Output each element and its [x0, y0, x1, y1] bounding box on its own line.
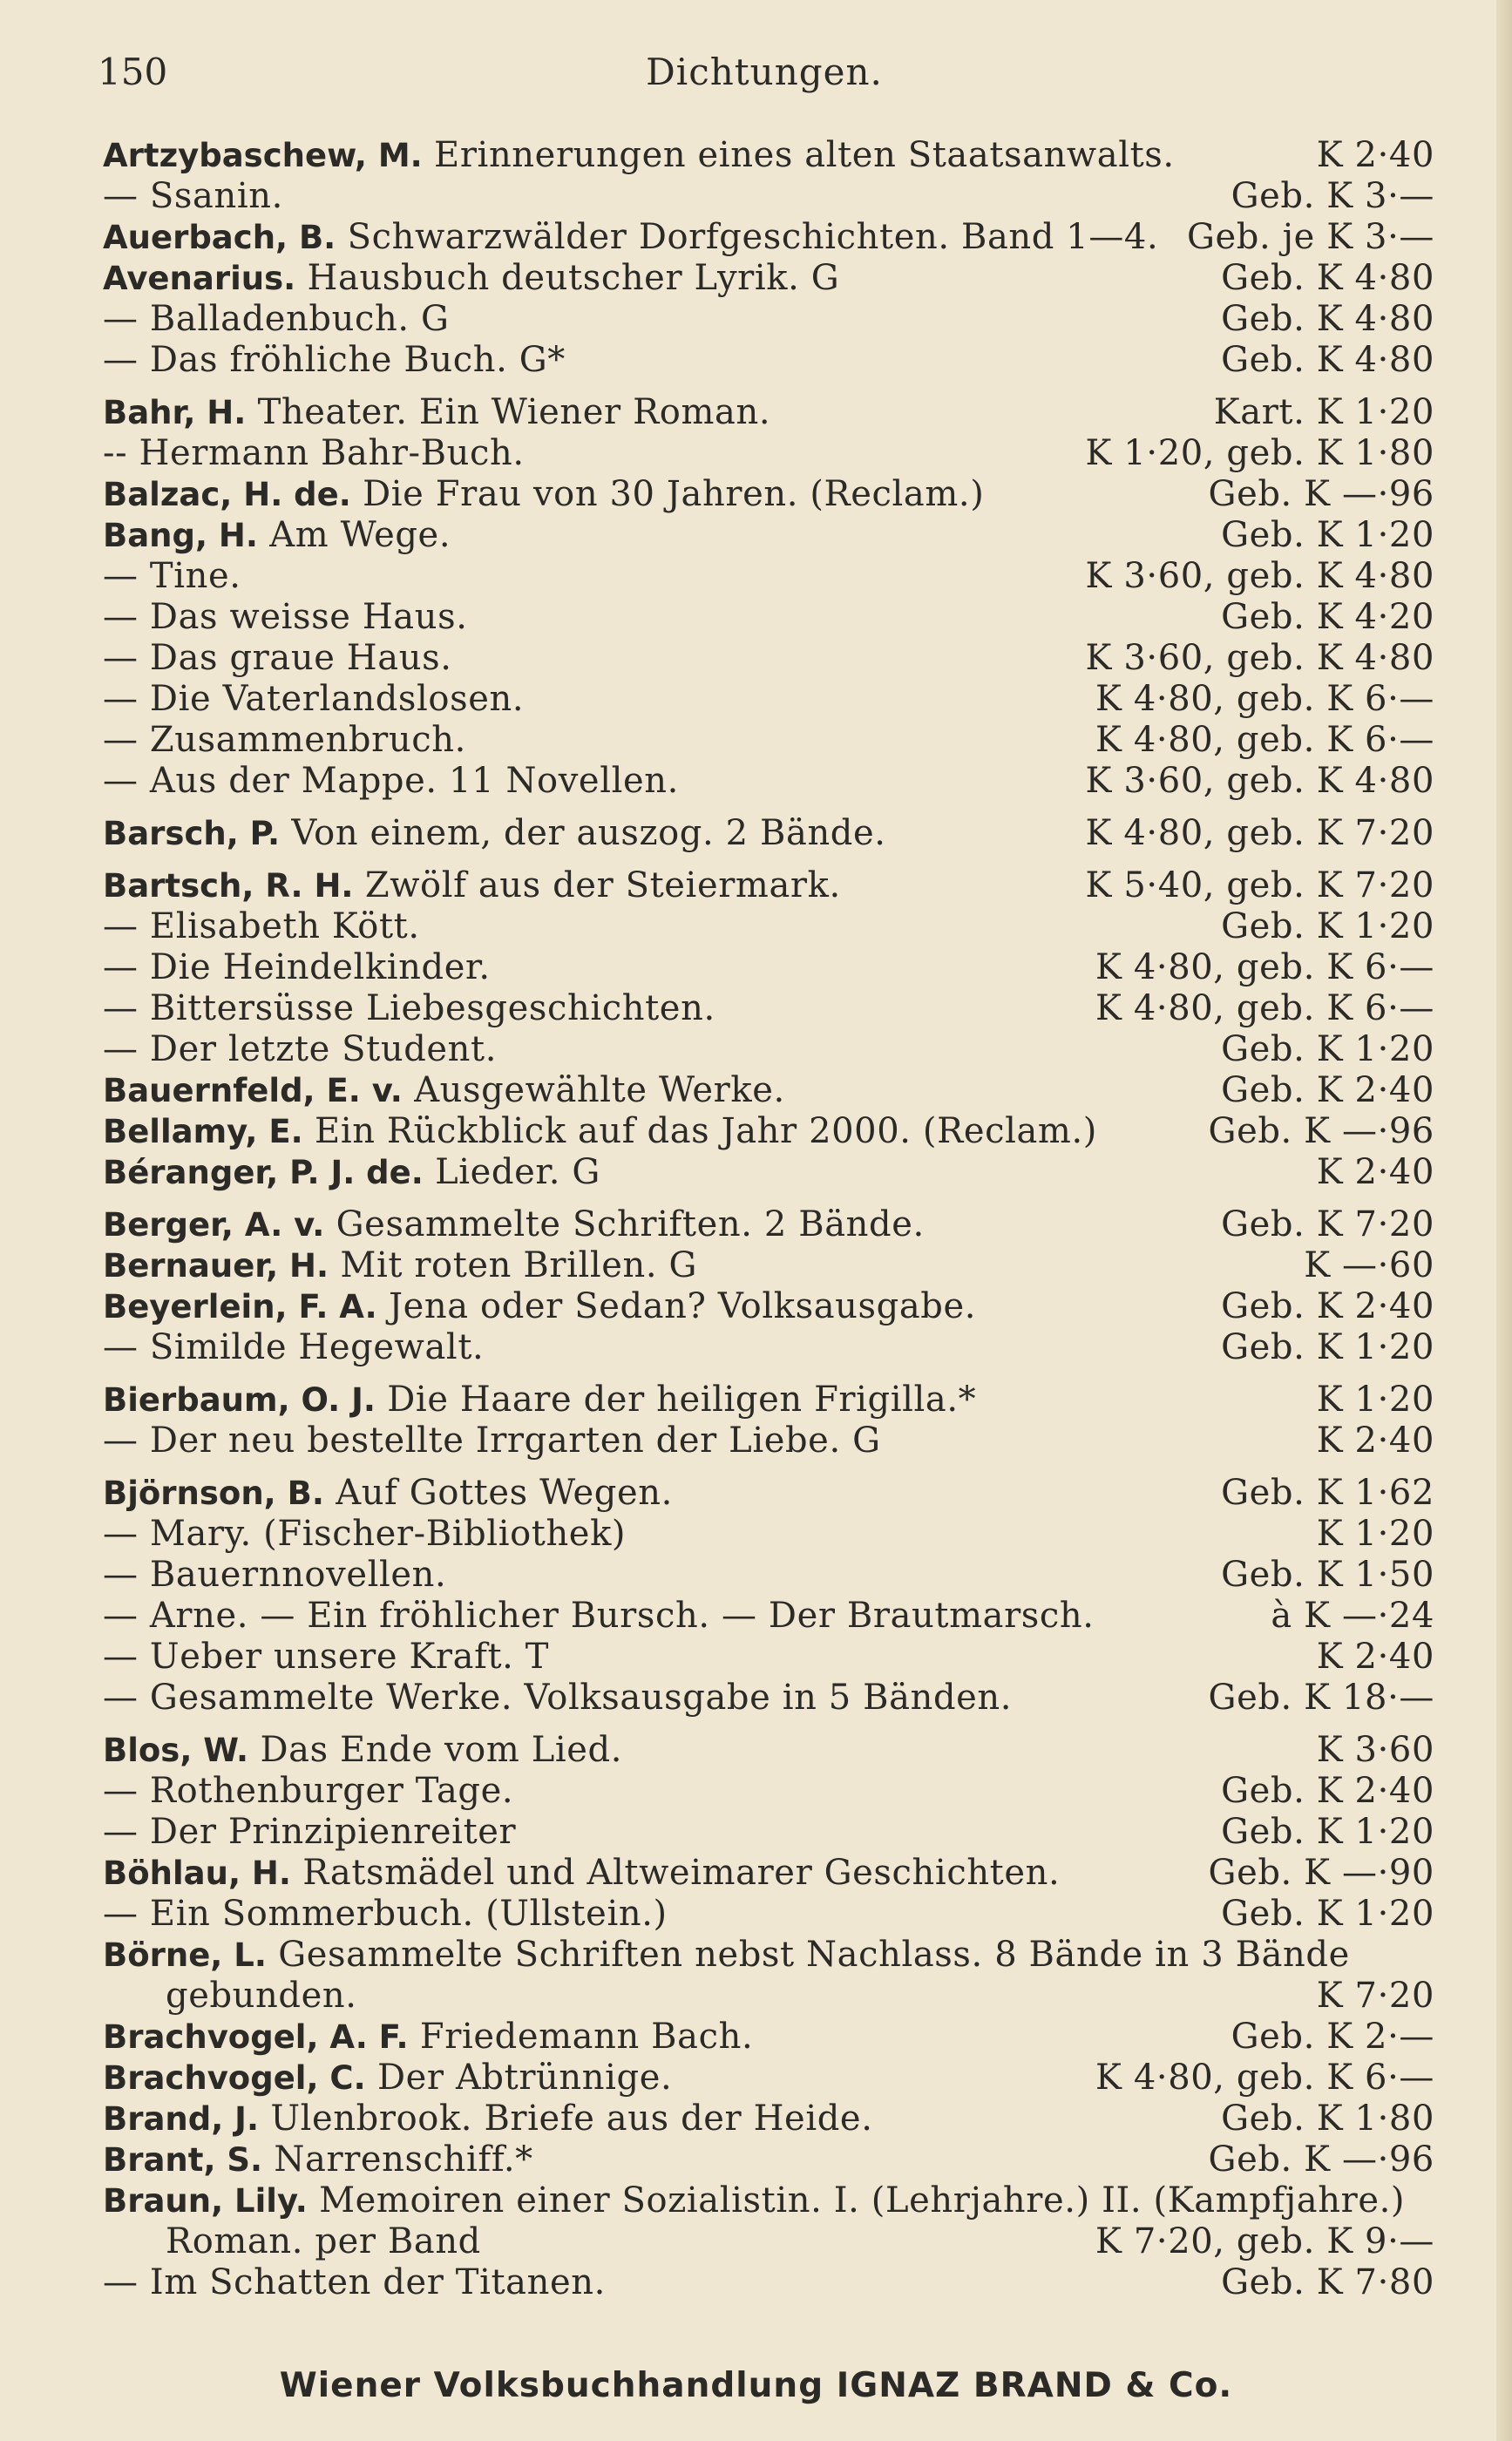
entry-title: Ausgewählte Werke.	[414, 1070, 785, 1110]
entry-author: Berger, A. v.	[103, 1206, 325, 1244]
catalog-entry	[103, 1029, 1434, 1070]
entry-price: K 7·20	[1316, 1976, 1434, 2016]
entry-title: Jena oder Sedan? Volksausgabe.	[388, 1286, 977, 1326]
entry-description	[103, 1853, 1060, 1894]
entry-description	[103, 906, 420, 947]
entry-author: Artzybaschew, M.	[103, 137, 423, 174]
entry-price: Geb. K 1·20	[1221, 1812, 1434, 1852]
running-title: Dichtungen.	[646, 51, 883, 93]
catalog-entry	[103, 813, 1434, 854]
entry-price: Geb. K 4·80	[1221, 258, 1434, 298]
entry-price: K 2·40	[1316, 1637, 1434, 1677]
entry-price: Geb. K 2·—	[1231, 2017, 1434, 2057]
catalog-entry	[103, 556, 1434, 597]
catalog-entry	[103, 865, 1434, 906]
entry-price: K 4·80, geb. K 6·—	[1095, 947, 1434, 987]
entry-description	[103, 1976, 357, 2017]
entry-price: Geb. je K 3·—	[1186, 217, 1434, 257]
entry-price: Geb. K 3·—	[1231, 176, 1434, 216]
entry-title: Ein Rückblick auf das Jahr 2000. (Reclam.)	[315, 1111, 1097, 1151]
entry-description	[103, 1473, 673, 1514]
catalog-entry	[103, 1204, 1434, 1245]
catalog-entry	[103, 392, 1434, 433]
entry-description	[103, 2017, 753, 2058]
entry-title: — Der Prinzipienreiter	[103, 1812, 517, 1852]
catalog-entry	[103, 1421, 1434, 1461]
catalog-entry	[103, 258, 1434, 299]
entry-title: — Rothenburger Tage.	[103, 1771, 514, 1811]
entry-description	[103, 1894, 668, 1935]
catalog-entry	[103, 988, 1434, 1029]
entry-description	[103, 1678, 1012, 1719]
catalog-entry	[103, 1380, 1434, 1421]
entry-author: Balzac, H. de.	[103, 476, 351, 513]
entry-author: Bahr, H.	[103, 394, 247, 431]
entry-description	[103, 2262, 606, 2303]
catalog-entry	[103, 217, 1434, 258]
entry-price: K 3·60, geb. K 4·80	[1085, 638, 1434, 678]
entry-title: — Aus der Mappe. 11 Novellen.	[103, 761, 679, 801]
catalog-entry	[103, 176, 1434, 217]
entry-title: Ratsmädel und Altweimarer Geschichten.	[302, 1853, 1061, 1893]
entry-price: K 1·20, geb. K 1·80	[1085, 433, 1434, 473]
catalog-entry	[103, 2099, 1434, 2139]
catalog-entry	[103, 1286, 1434, 1327]
entry-price: K 4·80, geb. K 6·—	[1095, 2058, 1434, 2098]
entry-price: Geb. K 1·62	[1221, 1473, 1434, 1513]
catalog-entry	[103, 340, 1434, 381]
entry-price: K 7·20, geb. K 9·—	[1095, 2221, 1434, 2261]
entry-description	[103, 597, 468, 638]
entry-description	[103, 2099, 873, 2139]
entry-description	[103, 1514, 626, 1555]
entry-title: Zwölf aus der Steiermark.	[364, 865, 841, 905]
entry-title: Der Abtrünnige.	[376, 2058, 673, 2098]
entry-title: Hausbuch deutscher Lyrik. G	[307, 258, 840, 298]
entry-description	[103, 1935, 1350, 1976]
entry-title: Narrenschiff.*	[274, 2139, 533, 2180]
catalog-entry	[103, 679, 1434, 720]
entry-title: — Mary. (Fischer-Bibliothek)	[103, 1514, 627, 1554]
entry-title: — Die Heindelkinder.	[103, 947, 491, 987]
catalog-entry	[103, 1812, 1434, 1853]
entry-price: K 2·40	[1316, 1421, 1434, 1461]
entry-title: Auf Gottes Wegen.	[336, 1473, 673, 1513]
catalog-entry	[103, 2262, 1434, 2303]
entry-description	[103, 515, 451, 556]
entry-price: K 4·80, geb. K 6·—	[1095, 720, 1434, 760]
catalog-entry	[103, 1730, 1434, 1771]
catalog-entry	[103, 515, 1434, 556]
entry-description	[103, 1730, 622, 1771]
entry-price: Geb. K 1·20	[1221, 1327, 1434, 1367]
catalog-entry	[103, 1514, 1434, 1555]
catalog-entry	[103, 474, 1434, 515]
entry-author: Bellamy, E.	[103, 1113, 303, 1150]
catalog-entry	[103, 135, 1434, 176]
entry-price: Geb. K 18·—	[1208, 1678, 1434, 1718]
entry-title: Lieder. G	[435, 1152, 600, 1192]
entry-title: Theater. Ein Wiener Roman.	[257, 392, 771, 432]
entry-description	[103, 1070, 785, 1111]
entry-price: Geb. K —·90	[1208, 1853, 1434, 1893]
entry-description	[103, 1286, 976, 1327]
entry-title: — Bauernnovellen.	[103, 1555, 447, 1595]
entry-title: Am Wege.	[269, 515, 451, 555]
entry-title: -- Hermann Bahr-Buch.	[103, 433, 525, 473]
entry-price: Geb. K 2·40	[1221, 1286, 1434, 1326]
entry-description	[103, 761, 679, 802]
entry-description	[103, 556, 241, 597]
entry-title: — Similde Hegewalt.	[103, 1327, 485, 1367]
entry-title: — Ssanin.	[103, 176, 283, 216]
entry-title: Mit roten Brillen. G	[340, 1245, 698, 1285]
entry-description	[103, 2180, 1405, 2221]
entry-description	[103, 1327, 484, 1368]
entry-price: Geb. K —·96	[1208, 474, 1434, 514]
entry-author: Bartsch, R. H.	[103, 867, 354, 905]
catalog-entry	[103, 433, 1434, 474]
entry-description	[103, 813, 886, 854]
entry-author: Böhlau, H.	[103, 1854, 291, 1892]
entry-price: K 4·80, geb. K 6·—	[1095, 679, 1434, 719]
entry-title: Friedemann Bach.	[419, 2017, 754, 2057]
publisher-footer: Wiener Volksbuchhandlung IGNAZ BRAND & Co.	[279, 2366, 1233, 2405]
entry-price: Geb. K 1·80	[1221, 2099, 1434, 2139]
entry-price: K 2·40	[1316, 1152, 1434, 1192]
catalog-entry	[103, 2058, 1434, 2099]
catalog-entry	[103, 1894, 1434, 1935]
entry-price: Kart. K 1·20	[1213, 392, 1434, 432]
entry-description	[103, 638, 452, 679]
entry-description	[103, 1637, 549, 1678]
catalog-entry	[103, 1637, 1434, 1678]
catalog-entry	[103, 1245, 1434, 1286]
entry-author: Björnson, B.	[103, 1475, 324, 1512]
entry-title: — Der letzte Student.	[103, 1029, 498, 1069]
entry-title: — Balladenbuch. G	[103, 299, 450, 339]
entry-price: Geb. K 1·20	[1221, 515, 1434, 555]
entry-title: Roman. per Band	[166, 2221, 481, 2261]
entry-title: Memoiren einer Sozialistin. I. (Lehrjahre.) II. (Kampfjahre.)	[319, 2180, 1406, 2221]
entry-price: K 3·60, geb. K 4·80	[1085, 556, 1434, 596]
entry-description	[103, 474, 984, 515]
catalog-entry	[103, 906, 1434, 947]
entry-price: K 3·60, geb. K 4·80	[1085, 761, 1434, 801]
entry-title: — Gesammelte Werke. Volksausgabe in 5 Bänden.	[103, 1678, 1013, 1718]
catalog-entry	[103, 2017, 1434, 2058]
entry-title: — Das weisse Haus.	[103, 597, 468, 637]
catalog-entry	[103, 1111, 1434, 1152]
entry-title: — Die Vaterlandslosen.	[103, 679, 525, 719]
entry-description	[103, 1421, 881, 1461]
entry-description	[103, 679, 524, 720]
entry-title: — Das fröhliche Buch. G*	[103, 340, 566, 380]
page-header	[98, 51, 1431, 103]
entry-title: Ulenbrook. Briefe aus der Heide.	[270, 2099, 873, 2139]
entry-price: Geb. K 1·20	[1221, 1029, 1434, 1069]
entry-price: K —·60	[1304, 1245, 1434, 1285]
entry-title: — Zusammenbruch.	[103, 720, 466, 760]
entry-description	[103, 1812, 516, 1853]
catalog-entry	[103, 638, 1434, 679]
entry-author: Bang, H.	[103, 517, 258, 554]
entry-author: Bernauer, H.	[103, 1247, 329, 1285]
entry-title: — Das graue Haus.	[103, 638, 452, 678]
entry-title: — Ueber unsere Kraft. T	[103, 1637, 550, 1677]
entry-title: Erinnerungen eines alten Staatsanwalts.	[434, 135, 1175, 175]
entry-author: Avenarius.	[103, 260, 296, 297]
entry-price: Geb. K 4·80	[1221, 299, 1434, 339]
entry-price: Geb. K 2·40	[1221, 1771, 1434, 1811]
entry-description	[103, 392, 770, 433]
entry-price: K 4·80, geb. K 6·—	[1095, 988, 1434, 1028]
entry-title: — Elisabeth Kött.	[103, 906, 420, 946]
entry-price: K 1·20	[1316, 1514, 1434, 1554]
entry-author: Brand, J.	[103, 2100, 260, 2138]
entry-price: Geb. K 1·50	[1221, 1555, 1434, 1595]
entry-author: Béranger, P. J. de.	[103, 1154, 424, 1191]
entry-author: Brant, S.	[103, 2141, 263, 2179]
entry-price: à K —·24	[1271, 1596, 1434, 1636]
entry-author: Bauernfeld, E. v.	[103, 1072, 403, 1109]
entry-description	[103, 1771, 513, 1812]
entry-title: Gesammelte Schriften nebst Nachlass. 8 Bände in 3 Bände	[278, 1935, 1350, 1975]
page-edge	[1496, 0, 1512, 2441]
catalog-entry	[103, 597, 1434, 638]
catalog-entries	[103, 135, 1434, 2303]
catalog-entry	[103, 720, 1434, 761]
entry-price: Geb. K 4·80	[1221, 340, 1434, 380]
entry-title: Die Haare der heiligen Frigilla.*	[387, 1380, 977, 1420]
catalog-entry	[103, 1473, 1434, 1514]
entry-description	[103, 217, 1158, 258]
catalog-entry	[103, 1596, 1434, 1637]
entry-title: Von einem, der auszog. 2 Bände.	[291, 813, 886, 853]
catalog-entry	[103, 1935, 1434, 1976]
entry-price: K 3·60	[1316, 1730, 1434, 1770]
catalog-entry	[103, 299, 1434, 340]
entry-description	[103, 433, 525, 474]
catalog-entry	[103, 1853, 1434, 1894]
entry-price: Geb. K 1·20	[1221, 1894, 1434, 1934]
entry-description	[103, 2058, 672, 2099]
entry-description	[103, 1555, 446, 1596]
entry-author: Auerbach, B.	[103, 219, 336, 256]
entry-price: K 2·40	[1316, 135, 1434, 175]
entry-title: — Der neu bestellte Irrgarten der Liebe. G	[103, 1421, 881, 1461]
entry-description	[103, 258, 839, 299]
entry-description	[103, 1029, 497, 1070]
entry-title: — Bittersüsse Liebesgeschichten.	[103, 988, 715, 1028]
catalog-entry	[103, 761, 1434, 802]
entry-title: gebunden.	[166, 1976, 357, 2016]
entry-author: Börne, L.	[103, 1936, 267, 1974]
entry-author: Barsch, P.	[103, 815, 281, 852]
entry-description	[103, 1245, 697, 1286]
entry-description	[103, 947, 491, 988]
entry-title: Die Frau von 30 Jahren. (Reclam.)	[363, 474, 985, 514]
entry-title: Schwarzwälder Dorfgeschichten. Band 1—4.	[347, 217, 1159, 257]
entry-description	[103, 720, 466, 761]
entry-price: K 1·20	[1316, 1380, 1434, 1420]
entry-author: Beyerlein, F. A.	[103, 1288, 377, 1326]
entry-title: — Arne. — Ein fröhlicher Bursch. — Der Brautmarsch.	[103, 1596, 1095, 1636]
catalog-entry	[103, 1678, 1434, 1719]
entry-description	[103, 176, 283, 217]
catalog-entry	[103, 2221, 1434, 2262]
entry-author: Brachvogel, C.	[103, 2059, 366, 2097]
entry-price: Geb. K —·96	[1208, 2139, 1434, 2180]
entry-description	[103, 865, 841, 906]
entry-price: Geb. K 7·80	[1221, 2262, 1434, 2302]
catalog-entry	[103, 1070, 1434, 1111]
entry-description	[103, 2139, 533, 2180]
catalog-entry	[103, 2180, 1434, 2221]
entry-description	[103, 1152, 600, 1193]
entry-description	[103, 2221, 481, 2262]
entry-price: Geb. K 1·20	[1221, 906, 1434, 946]
entry-title: — Ein Sommerbuch. (Ullstein.)	[103, 1894, 668, 1934]
entry-description	[103, 1111, 1097, 1152]
entry-description	[103, 1596, 1095, 1637]
entry-price: Geb. K —·96	[1208, 1111, 1434, 1151]
catalog-entry	[103, 2139, 1434, 2180]
entry-title: Gesammelte Schriften. 2 Bände.	[336, 1204, 925, 1244]
entry-author: Brachvogel, A. F.	[103, 2018, 409, 2056]
entry-title: — Im Schatten der Titanen.	[103, 2262, 606, 2302]
catalog-entry	[103, 1555, 1434, 1596]
entry-price: Geb. K 4·20	[1221, 597, 1434, 637]
entry-price: Geb. K 2·40	[1221, 1070, 1434, 1110]
entry-price: K 4·80, geb. K 7·20	[1085, 813, 1434, 853]
entry-description	[103, 1380, 976, 1421]
entry-description	[103, 299, 450, 340]
entry-description	[103, 1204, 925, 1245]
catalog-entry	[103, 1327, 1434, 1368]
catalog-entry	[103, 1976, 1434, 2017]
catalog-entry	[103, 947, 1434, 988]
entry-author: Bierbaum, O. J.	[103, 1381, 376, 1419]
entry-price: K 5·40, geb. K 7·20	[1085, 865, 1434, 905]
entry-description	[103, 135, 1175, 176]
catalog-entry	[103, 1771, 1434, 1812]
catalog-entry	[103, 1152, 1434, 1193]
entry-title: — Tine.	[103, 556, 241, 596]
page-number: 150	[98, 51, 168, 93]
entry-author: Blos, W.	[103, 1732, 249, 1769]
entry-title: Das Ende vom Lied.	[260, 1730, 623, 1770]
entry-author: Braun, Lily.	[103, 2182, 308, 2220]
entry-description	[103, 988, 715, 1029]
entry-description	[103, 340, 566, 381]
entry-price: Geb. K 7·20	[1221, 1204, 1434, 1244]
